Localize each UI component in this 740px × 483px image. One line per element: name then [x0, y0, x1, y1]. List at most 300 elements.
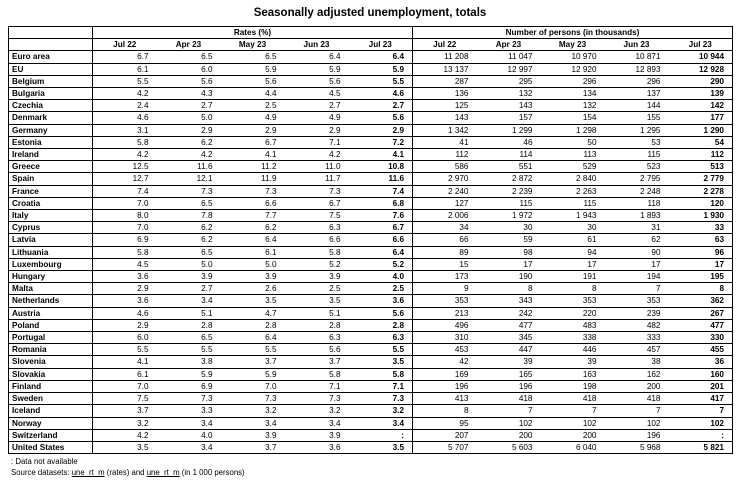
persons-cell: 96	[669, 246, 733, 258]
persons-cell: 17	[477, 258, 541, 270]
rate-cell: 3.8	[157, 356, 221, 368]
rate-cell: 5.5	[349, 75, 413, 87]
table-row	[9, 344, 733, 356]
persons-cell: 523	[605, 161, 669, 173]
persons-period-header: Jun 23	[605, 39, 669, 51]
persons-cell: 446	[541, 344, 605, 356]
rate-cell: 5.8	[93, 246, 157, 258]
rate-cell: 5.0	[157, 258, 221, 270]
persons-cell: 102	[669, 417, 733, 429]
persons-cell: 136	[413, 88, 477, 100]
persons-cell: 7	[477, 405, 541, 417]
country-name: Romania	[9, 344, 93, 356]
persons-cell: 196	[413, 380, 477, 392]
rate-cell: 11.6	[349, 173, 413, 185]
dataset-link-persons[interactable]: une_rt_m	[146, 468, 180, 478]
rate-cell: 6.4	[349, 246, 413, 258]
rate-cell: 7.0	[221, 380, 285, 392]
persons-cell: 353	[605, 295, 669, 307]
rate-cell: 4.2	[93, 149, 157, 161]
persons-cell: 34	[413, 222, 477, 234]
persons-cell: 345	[477, 332, 541, 344]
persons-cell: 191	[541, 271, 605, 283]
persons-cell: 143	[477, 100, 541, 112]
rate-cell: 7.1	[285, 136, 349, 148]
rate-cell: 3.5	[93, 441, 157, 453]
table-row	[9, 295, 733, 307]
rate-cell: 6.5	[157, 332, 221, 344]
persons-cell: 89	[413, 246, 477, 258]
table-row	[9, 307, 733, 319]
rate-cell: 4.5	[285, 88, 349, 100]
persons-cell: 242	[477, 307, 541, 319]
rates-period-header: Jul 23	[349, 39, 413, 51]
table-row	[9, 149, 733, 161]
country-name: France	[9, 185, 93, 197]
persons-cell: 12 920	[541, 63, 605, 75]
rate-cell: 4.2	[157, 149, 221, 161]
rate-cell: 5.1	[285, 307, 349, 319]
rate-cell: 7.4	[93, 185, 157, 197]
persons-cell: 33	[669, 222, 733, 234]
persons-cell: 338	[541, 332, 605, 344]
persons-cell: 2 970	[413, 173, 477, 185]
persons-cell: 353	[413, 295, 477, 307]
persons-cell: 95	[413, 417, 477, 429]
persons-cell: 1 930	[669, 210, 733, 222]
rate-cell: 2.9	[93, 319, 157, 331]
rate-cell: 5.9	[349, 63, 413, 75]
table-row	[9, 136, 733, 148]
rate-cell: 6.7	[221, 136, 285, 148]
rate-cell: 7.2	[349, 136, 413, 148]
rate-cell: 2.8	[221, 319, 285, 331]
table-row	[9, 332, 733, 344]
persons-cell: 39	[541, 356, 605, 368]
rate-cell: 6.3	[349, 332, 413, 344]
rate-cell: 7.3	[349, 393, 413, 405]
persons-cell: 142	[669, 100, 733, 112]
rate-cell: 3.6	[285, 441, 349, 453]
rate-cell: 4.2	[93, 429, 157, 441]
footnotes	[11, 456, 740, 478]
persons-cell: 2 795	[605, 173, 669, 185]
rate-cell: 6.6	[285, 234, 349, 246]
country-name: Austria	[9, 307, 93, 319]
persons-cell: 144	[605, 100, 669, 112]
persons-cell: 134	[541, 88, 605, 100]
rate-cell: 2.9	[157, 124, 221, 136]
country-name: EU	[9, 63, 93, 75]
table-row	[9, 63, 733, 75]
rate-cell: 5.9	[221, 63, 285, 75]
persons-cell: 7	[605, 283, 669, 295]
persons-cell: 310	[413, 332, 477, 344]
persons-cell: 113	[541, 149, 605, 161]
persons-cell: 39	[477, 356, 541, 368]
persons-cell: 195	[669, 271, 733, 283]
persons-cell: 1 943	[541, 210, 605, 222]
rate-cell: 11.2	[221, 161, 285, 173]
table-row	[9, 100, 733, 112]
rate-cell: 3.2	[349, 405, 413, 417]
table-row	[9, 112, 733, 124]
country-name: Belgium	[9, 75, 93, 87]
rate-cell: 7.6	[349, 210, 413, 222]
persons-cell: 551	[477, 161, 541, 173]
rate-cell: 11.9	[221, 173, 285, 185]
rate-cell: 2.4	[93, 100, 157, 112]
persons-cell: 8	[541, 283, 605, 295]
country-name: Poland	[9, 319, 93, 331]
rate-cell: 3.4	[285, 417, 349, 429]
persons-cell: 290	[669, 75, 733, 87]
country-name: Euro area	[9, 51, 93, 63]
rate-cell: 3.5	[349, 441, 413, 453]
table-row	[9, 51, 733, 63]
rate-cell: 5.2	[285, 258, 349, 270]
persons-cell: 194	[605, 271, 669, 283]
persons-cell: 529	[541, 161, 605, 173]
persons-cell: 7	[669, 405, 733, 417]
persons-cell: 114	[477, 149, 541, 161]
country-name: Germany	[9, 124, 93, 136]
persons-cell: 2 006	[413, 210, 477, 222]
rate-cell: 3.5	[221, 295, 285, 307]
rate-cell: 6.5	[157, 197, 221, 209]
rate-cell: 3.9	[221, 429, 285, 441]
persons-cell: 2 263	[541, 185, 605, 197]
rate-cell: 4.1	[93, 356, 157, 368]
rate-cell: 6.5	[157, 246, 221, 258]
table-row	[9, 161, 733, 173]
country-name: Luxembourg	[9, 258, 93, 270]
source-note	[11, 467, 740, 478]
table-row	[9, 173, 733, 185]
persons-cell: 201	[669, 380, 733, 392]
country-name: Slovenia	[9, 356, 93, 368]
persons-cell: 125	[413, 100, 477, 112]
rate-cell: 3.5	[285, 295, 349, 307]
persons-cell: 198	[541, 380, 605, 392]
rate-cell: 3.7	[221, 441, 285, 453]
rate-cell: 3.2	[285, 405, 349, 417]
persons-cell: 2 239	[477, 185, 541, 197]
rate-cell: 6.3	[285, 222, 349, 234]
table-row	[9, 417, 733, 429]
persons-cell: 11 208	[413, 51, 477, 63]
rate-cell: 3.2	[221, 405, 285, 417]
table-row	[9, 75, 733, 87]
country-name: Estonia	[9, 136, 93, 148]
rate-cell: 7.3	[157, 393, 221, 405]
persons-cell: 160	[669, 368, 733, 380]
rate-cell: 5.0	[157, 112, 221, 124]
group-header-row	[9, 27, 733, 39]
table-row	[9, 319, 733, 331]
rate-cell: 6.6	[349, 234, 413, 246]
rate-cell: 3.9	[157, 271, 221, 283]
rate-cell: 5.6	[157, 75, 221, 87]
persons-cell: 115	[605, 149, 669, 161]
rate-cell: 5.5	[349, 344, 413, 356]
rate-cell: 5.6	[285, 75, 349, 87]
table-row	[9, 234, 733, 246]
country-name: Bulgaria	[9, 88, 93, 100]
rate-cell: 6.7	[93, 51, 157, 63]
persons-cell: 6 040	[541, 441, 605, 453]
rate-cell: 7.1	[349, 380, 413, 392]
rate-cell: 4.2	[285, 149, 349, 161]
rate-cell: 4.3	[157, 88, 221, 100]
persons-cell: 169	[413, 368, 477, 380]
table-body	[9, 51, 733, 454]
persons-cell: 200	[477, 429, 541, 441]
persons-period-header: Jul 22	[413, 39, 477, 51]
rate-cell: 6.4	[221, 234, 285, 246]
rate-cell: 4.4	[221, 88, 285, 100]
rate-cell: 5.1	[157, 307, 221, 319]
persons-cell: 165	[477, 368, 541, 380]
persons-cell: 417	[669, 393, 733, 405]
rate-cell: 2.8	[285, 319, 349, 331]
country-name: Croatia	[9, 197, 93, 209]
country-name: Norway	[9, 417, 93, 429]
persons-cell: 157	[477, 112, 541, 124]
rate-cell: 6.2	[221, 222, 285, 234]
rate-cell: 7.5	[93, 393, 157, 405]
rates-period-header: Jul 22	[93, 39, 157, 51]
rate-cell: 6.2	[157, 222, 221, 234]
table-row	[9, 441, 733, 453]
country-name: Latvia	[9, 234, 93, 246]
rate-cell: 6.4	[349, 51, 413, 63]
persons-cell: 46	[477, 136, 541, 148]
persons-cell: 5 968	[605, 441, 669, 453]
persons-cell: 154	[541, 112, 605, 124]
rate-cell: 2.5	[221, 100, 285, 112]
persons-cell: 8	[477, 283, 541, 295]
persons-cell: 483	[541, 319, 605, 331]
rate-cell: 6.1	[93, 368, 157, 380]
rate-cell: 7.0	[93, 222, 157, 234]
persons-cell: 120	[669, 197, 733, 209]
persons-cell: 5 603	[477, 441, 541, 453]
persons-cell: 8	[669, 283, 733, 295]
persons-cell: 132	[541, 100, 605, 112]
persons-cell: 1 972	[477, 210, 541, 222]
rate-cell: 3.7	[285, 356, 349, 368]
rate-cell: 2.8	[157, 319, 221, 331]
rate-cell: 5.8	[349, 368, 413, 380]
country-name: Denmark	[9, 112, 93, 124]
persons-cell: 8	[413, 405, 477, 417]
persons-cell: 63	[669, 234, 733, 246]
persons-period-header: Jul 23	[669, 39, 733, 51]
persons-cell: 115	[477, 197, 541, 209]
rate-cell: 2.9	[221, 124, 285, 136]
table-row	[9, 222, 733, 234]
rate-cell: 3.4	[221, 417, 285, 429]
rate-cell: 6.1	[221, 246, 285, 258]
rate-cell: 6.0	[157, 63, 221, 75]
persons-cell: 54	[669, 136, 733, 148]
rate-cell: 3.6	[349, 295, 413, 307]
na-note: : Data not available	[11, 457, 78, 467]
persons-cell: 112	[669, 149, 733, 161]
country-name: Slovakia	[9, 368, 93, 380]
persons-cell: 295	[477, 75, 541, 87]
table-row	[9, 271, 733, 283]
persons-cell: 17	[669, 258, 733, 270]
rate-cell: 3.6	[93, 295, 157, 307]
rate-cell: 6.0	[93, 332, 157, 344]
rate-cell: 7.5	[285, 210, 349, 222]
persons-cell: 196	[605, 429, 669, 441]
persons-cell: 333	[605, 332, 669, 344]
persons-cell: 1 893	[605, 210, 669, 222]
persons-cell: 13 137	[413, 63, 477, 75]
persons-cell: 12 893	[605, 63, 669, 75]
persons-period-header: Apr 23	[477, 39, 541, 51]
persons-cell: 102	[541, 417, 605, 429]
persons-cell: 477	[477, 319, 541, 331]
rate-cell: :	[349, 429, 413, 441]
persons-cell: 102	[477, 417, 541, 429]
persons-cell: 2 240	[413, 185, 477, 197]
persons-cell: 118	[605, 197, 669, 209]
rate-cell: 6.5	[221, 51, 285, 63]
country-name: Italy	[9, 210, 93, 222]
dataset-link-rates[interactable]: une_rt_m	[71, 468, 105, 478]
persons-cell: 36	[669, 356, 733, 368]
persons-cell: 453	[413, 344, 477, 356]
persons-group-header: Number of persons (in thousands)	[413, 27, 733, 39]
persons-cell: 173	[413, 271, 477, 283]
rate-cell: 5.2	[349, 258, 413, 270]
persons-cell: 132	[477, 88, 541, 100]
rate-cell: 6.9	[93, 234, 157, 246]
persons-cell: 127	[413, 197, 477, 209]
persons-cell: 59	[477, 234, 541, 246]
rate-cell: 2.5	[349, 283, 413, 295]
persons-cell: 418	[605, 393, 669, 405]
rate-cell: 7.0	[93, 380, 157, 392]
rate-cell: 6.1	[93, 63, 157, 75]
persons-cell: 296	[541, 75, 605, 87]
rate-cell: 3.4	[157, 295, 221, 307]
persons-cell: 2 278	[669, 185, 733, 197]
persons-cell: 61	[541, 234, 605, 246]
persons-cell: 10 944	[669, 51, 733, 63]
persons-cell: 5 821	[669, 441, 733, 453]
persons-cell: 10 970	[541, 51, 605, 63]
rate-cell: 6.8	[349, 197, 413, 209]
persons-cell: 2 779	[669, 173, 733, 185]
persons-cell: 1 290	[669, 124, 733, 136]
persons-cell: 200	[541, 429, 605, 441]
persons-cell: 98	[477, 246, 541, 258]
persons-cell: 30	[477, 222, 541, 234]
country-name: Malta	[9, 283, 93, 295]
persons-cell: 41	[413, 136, 477, 148]
rate-cell: 2.9	[349, 124, 413, 136]
rate-cell: 6.7	[285, 197, 349, 209]
persons-cell: 343	[477, 295, 541, 307]
country-name: Ireland	[9, 149, 93, 161]
persons-cell: 496	[413, 319, 477, 331]
persons-cell: 90	[605, 246, 669, 258]
persons-cell: 162	[605, 368, 669, 380]
persons-cell: 2 248	[605, 185, 669, 197]
rate-cell: 4.1	[349, 149, 413, 161]
persons-cell: 239	[605, 307, 669, 319]
persons-cell: :	[669, 429, 733, 441]
persons-cell: 115	[541, 197, 605, 209]
source-prefix: Source datasets:	[11, 468, 72, 478]
country-column-header	[9, 39, 93, 51]
persons-cell: 66	[413, 234, 477, 246]
source-persons-suffix: (in 1 000 persons)	[179, 468, 245, 478]
rate-cell: 4.7	[221, 307, 285, 319]
persons-cell: 31	[605, 222, 669, 234]
country-name: United States	[9, 441, 93, 453]
rate-cell: 5.6	[221, 75, 285, 87]
rate-cell: 7.4	[349, 185, 413, 197]
rate-cell: 2.7	[157, 100, 221, 112]
persons-cell: 1 298	[541, 124, 605, 136]
country-name: Cyprus	[9, 222, 93, 234]
rate-cell: 5.8	[285, 246, 349, 258]
rates-period-header: Jun 23	[285, 39, 349, 51]
rate-cell: 3.4	[157, 441, 221, 453]
table-row	[9, 258, 733, 270]
source-rates-suffix: (rates) and	[104, 468, 147, 478]
table-row	[9, 368, 733, 380]
rate-cell: 5.5	[221, 344, 285, 356]
persons-cell: 267	[669, 307, 733, 319]
persons-cell: 353	[541, 295, 605, 307]
rate-cell: 3.2	[93, 417, 157, 429]
rate-cell: 4.0	[157, 429, 221, 441]
country-header-blank	[9, 27, 93, 39]
rates-period-header: May 23	[221, 39, 285, 51]
rate-cell: 2.7	[349, 100, 413, 112]
rate-cell: 8.0	[93, 210, 157, 222]
persons-cell: 177	[669, 112, 733, 124]
persons-cell: 190	[477, 271, 541, 283]
unemployment-table	[8, 26, 733, 454]
rate-cell: 7.3	[285, 185, 349, 197]
persons-cell: 447	[477, 344, 541, 356]
rate-cell: 2.5	[285, 283, 349, 295]
persons-cell: 163	[541, 368, 605, 380]
table-row	[9, 246, 733, 258]
rate-cell: 6.5	[157, 51, 221, 63]
rate-cell: 2.9	[285, 124, 349, 136]
persons-cell: 330	[669, 332, 733, 344]
rate-cell: 3.4	[157, 417, 221, 429]
page-title: Seasonally adjusted unemployment, totals	[253, 7, 487, 19]
rates-period-header: Apr 23	[157, 39, 221, 51]
persons-cell: 213	[413, 307, 477, 319]
persons-cell: 137	[605, 88, 669, 100]
rate-cell: 3.6	[93, 271, 157, 283]
persons-cell: 413	[413, 393, 477, 405]
rate-cell: 7.1	[285, 380, 349, 392]
persons-cell: 455	[669, 344, 733, 356]
persons-cell: 10 871	[605, 51, 669, 63]
